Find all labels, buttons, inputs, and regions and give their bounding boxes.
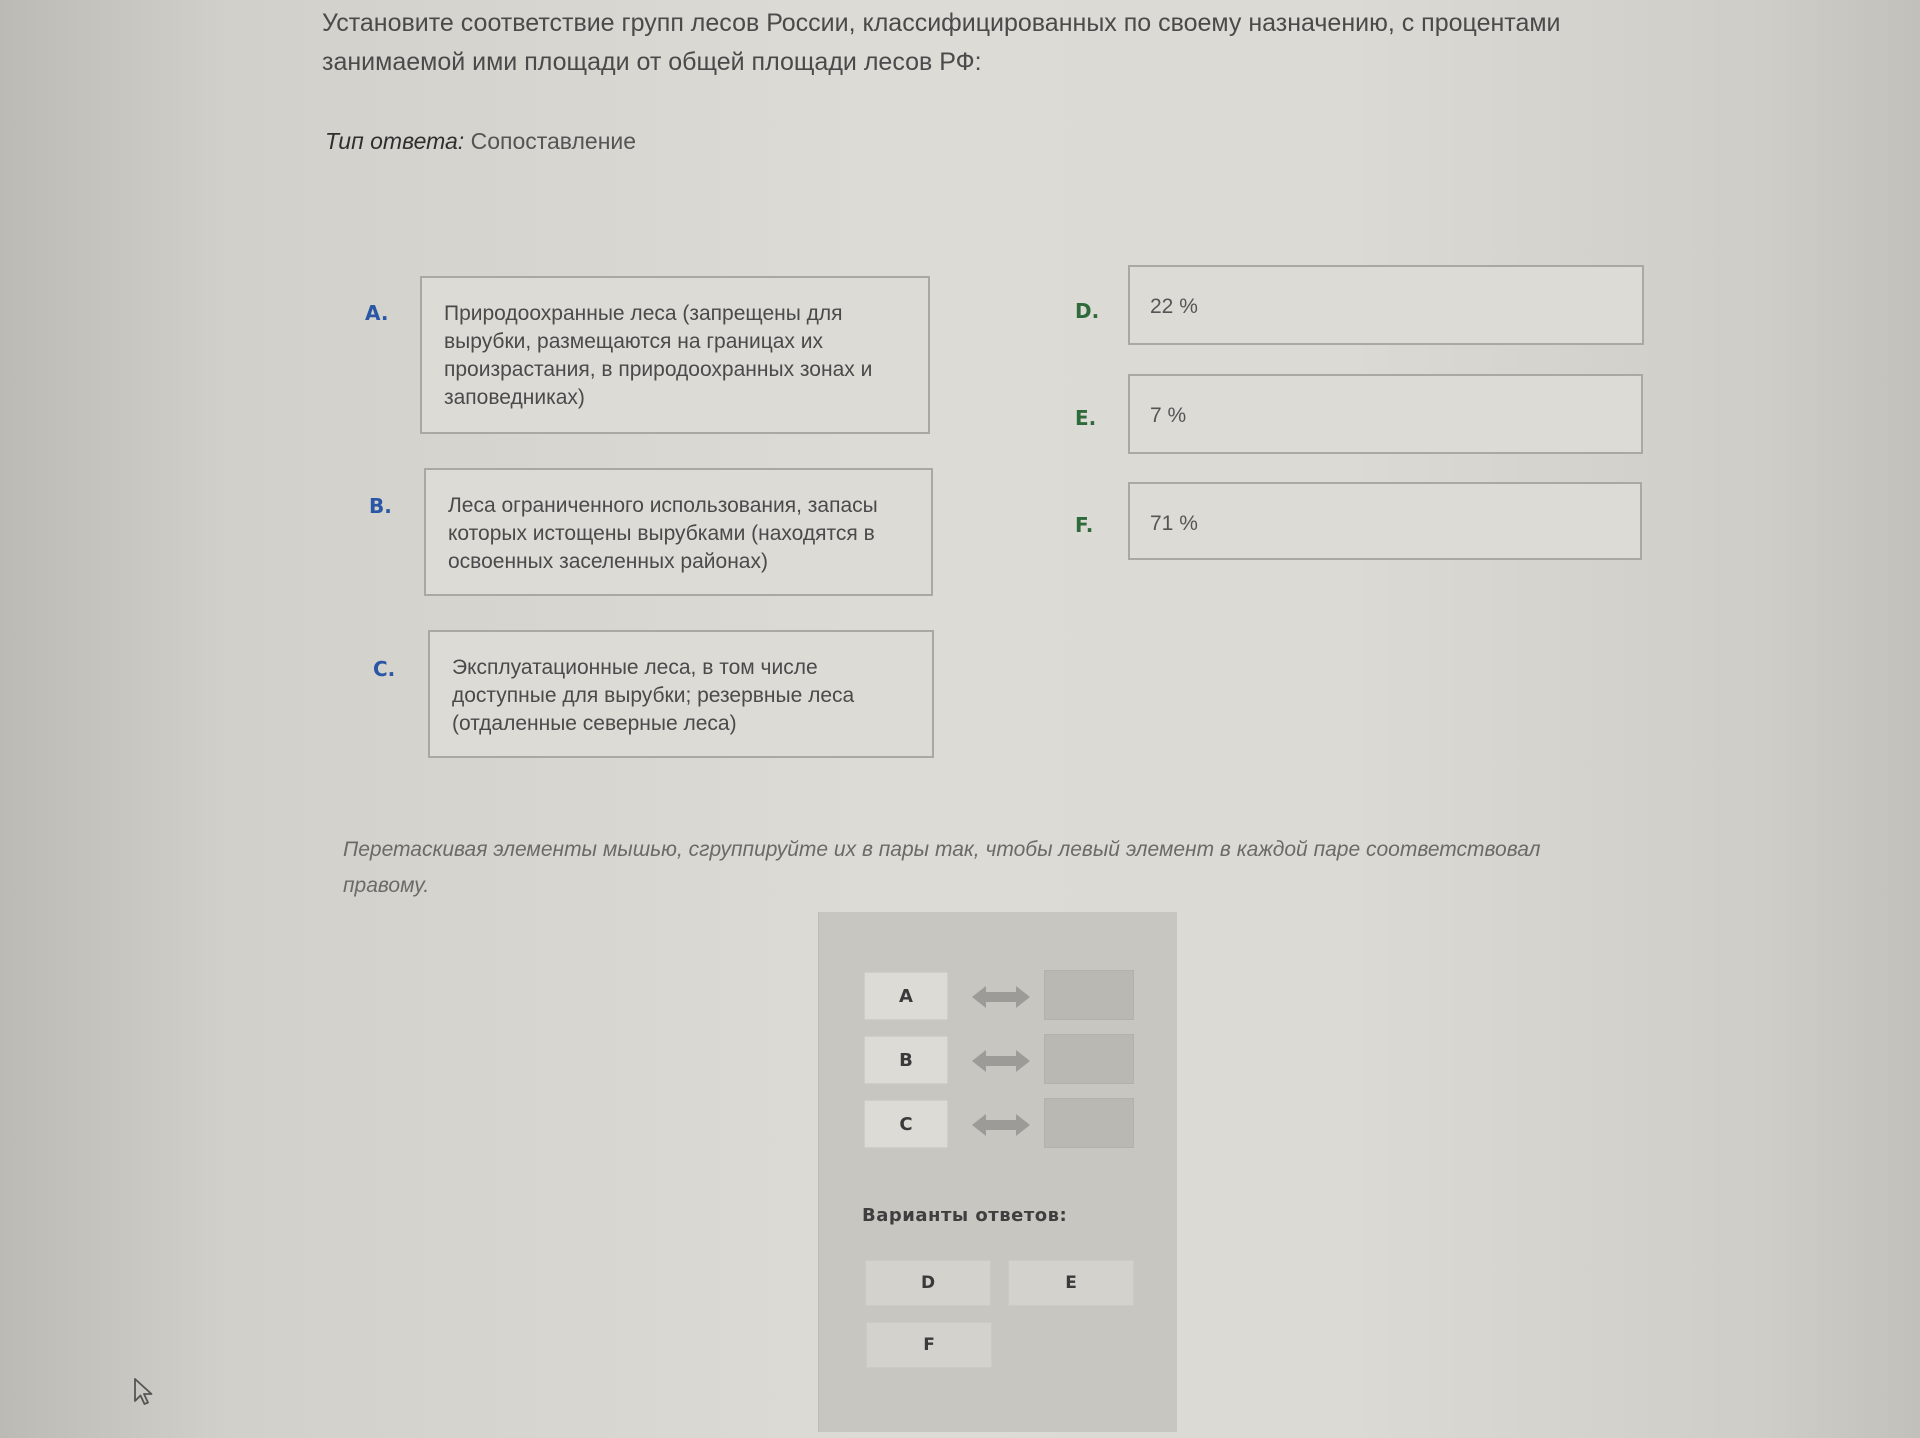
right-item-e: 7 %	[1128, 374, 1643, 454]
drop-slot-c[interactable]	[1044, 1098, 1134, 1148]
double-arrow-icon	[972, 984, 1030, 1010]
left-item-letter-a: A.	[365, 301, 389, 325]
right-item-letter-f: F.	[1075, 513, 1094, 537]
answer-chip-d[interactable]: D	[865, 1260, 991, 1306]
right-item-letter-e: E.	[1075, 406, 1097, 430]
answer-type-value: Сопоставление	[470, 128, 637, 154]
left-item-c: Эксплуатационные леса, в том числе доступные для вырубки; резервные леса (отдаленные северные леса)	[428, 630, 934, 758]
question-line-1: Установите соответствие групп лесов России, классифицированных по своему назначению, с процентами	[322, 9, 1561, 37]
left-item-letter-b: B.	[369, 494, 392, 518]
drop-slot-a[interactable]	[1044, 970, 1134, 1020]
drag-instruction: Перетаскивая элементы мышью, сгруппируйте их в пары так, чтобы левый элемент в каждой паре соответствовал правому.	[343, 838, 1541, 897]
left-item-a: Природоохранные леса (запрещены для вырубки, размещаются на границах их произрастания, в природоохранных зонах и заповедниках)	[420, 276, 930, 434]
right-item-d: 22 %	[1128, 265, 1644, 345]
answer-chip-e[interactable]: E	[1008, 1260, 1134, 1306]
left-item-b: Леса ограниченного использования, запасы которых истощены вырубками (находятся в освоенных заселенных районах)	[424, 468, 933, 596]
variants-title: Варианты ответов:	[862, 1205, 1068, 1226]
double-arrow-icon	[972, 1048, 1030, 1074]
left-item-letter-c: C.	[373, 657, 396, 681]
answer-type-label: Тип ответа:	[325, 128, 465, 154]
right-item-f: 71 %	[1128, 482, 1642, 560]
pair-key-c[interactable]: C	[864, 1100, 948, 1148]
answer-type	[325, 128, 636, 155]
double-arrow-icon	[972, 1112, 1030, 1138]
pair-key-a[interactable]: A	[864, 972, 948, 1020]
drop-slot-b[interactable]	[1044, 1034, 1134, 1084]
pair-key-b[interactable]: B	[864, 1036, 948, 1084]
answer-chip-f[interactable]: F	[866, 1322, 992, 1368]
question-line-2: занимаемой ими площади от общей площади лесов РФ:	[322, 48, 982, 76]
mouse-cursor-icon	[133, 1377, 155, 1407]
right-item-letter-d: D.	[1075, 299, 1100, 323]
question-text	[322, 4, 1622, 82]
